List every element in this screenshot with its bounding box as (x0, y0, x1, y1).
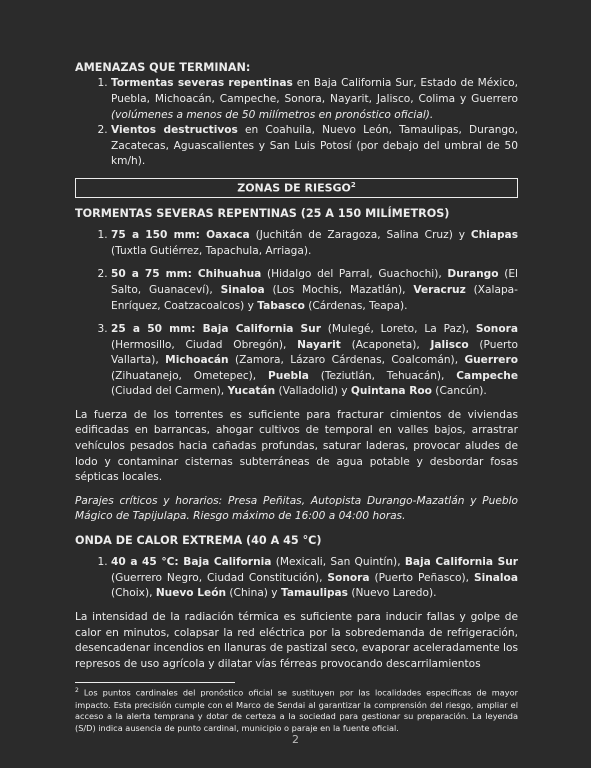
storm-item (111, 228, 518, 259)
emphasis: Chiapas (470, 229, 518, 242)
emphasis: Sinaloa (220, 283, 265, 296)
emphasis: Guerrero (464, 354, 518, 367)
storm-item (111, 322, 518, 400)
text-segment: (Teziutlán, Tehuacán), (308, 369, 457, 382)
footnote-ref: 2 (350, 180, 356, 189)
text-segment: (Hidalgo del Parral, Guachochi), (261, 268, 448, 281)
heat-heading: ONDA DE CALOR EXTREMA (40 A 45 °C) (75, 533, 322, 547)
emphasis: Baja California Sur (404, 556, 518, 569)
text-segment: (Guerrero Negro, Ciudad Constitución), (111, 571, 328, 584)
emphasis: 75 a 150 mm: Oaxaca (111, 229, 250, 242)
text-segment: (Zihuatanejo, Ometepec), (111, 369, 269, 382)
emphasis: 40 a 45 °C: Baja California (111, 556, 272, 569)
footnote-text: Los puntos cardinales del pronóstico oficial se sustituyen por las localidades específicas de mayor impacto. Esta precisión cumple con el Marco de Sendai al garantizar la comprensión del riesgo, ampliar el acceso a la alerta temprana y dotar de certeza a la sociedad para gestionar su preparación. La leyenda (S/D) indica ausencia de punto cardinal, municipio o paraje en la fuente oficial. (75, 687, 518, 733)
emphasis: Nayarit (297, 338, 341, 351)
emphasis: 25 a 50 mm: Baja California Sur (111, 323, 321, 336)
document-body (75, 60, 518, 735)
emphasis: Michoacán (165, 354, 229, 367)
emphasis: Yucatán (227, 385, 276, 398)
text-segment: (Los Mochis, Mazatlán), (264, 283, 414, 296)
heat-list (75, 555, 518, 602)
page-number: 2 (292, 733, 299, 746)
text-segment: (Zamora, Lázaro Cárdenas, Coalcomán), (228, 354, 465, 367)
ending-threat-item: 2. Vientos destructivos en Coahuila, Nuevo León, Tamaulipas, Durango, Zacatecas, Aguascalientes y San Luis Potosí (por debajo del umbral de 50 km/h). (111, 123, 518, 170)
ending-threats-list (75, 76, 518, 169)
emphasis: Tamaulipas (280, 587, 348, 600)
emphasis: Quintana Roo (350, 385, 432, 398)
heat-impact-paragraph: La intensidad de la radiación térmica es suficiente para inducir fallas y golpe de calor en minutos, colapsar la red eléctrica por la sobredemanda de refrigeración, desencadenar incendios en llanuras de pastizal seco, evaporar aceleradamente los represos de uso agrícola y dilatar vías férreas provocando descarrilamientos (75, 610, 518, 670)
text-segment: (Hermosillo, Ciudad Obregón), (111, 338, 298, 351)
emphasis: Tabasco (257, 299, 305, 312)
text-segment: (El Salto, Guanaceví), (111, 268, 518, 296)
emphasis: Sonora (475, 323, 518, 336)
ending-threats-heading: AMENAZAS QUE TERMINAN: (75, 61, 251, 74)
text-segment: (Mexicali, San Quintín), (271, 556, 405, 569)
emphasis: 50 a 75 mm: Chihuahua (111, 268, 262, 281)
text-segment: (Cárdenas, Teapa). (304, 299, 408, 312)
emphasis: Campeche (456, 369, 519, 382)
text-segment: (Puerto Vallarta), (111, 338, 518, 367)
text-segment: (Juchitán de Zaragoza, Salina Cruz) y (249, 229, 471, 242)
emphasis: Nuevo León (155, 587, 227, 600)
ending-threat-item: 1. Tormentas severas repentinas en Baja California Sur, Estado de México, Puebla, Michoacán, Campeche, Sonora, Nayarit, Jalisco, Colima y Guerrero (volúmenes a menos de 50 milímetros en pronóstico oficial). (111, 76, 518, 123)
storm-item (111, 267, 518, 314)
storms-heading: TORMENTAS SEVERAS REPENTINAS (25 A 150 MILÍMETROS) (75, 206, 450, 220)
emphasis: Sonora (327, 571, 370, 584)
text-segment: (Ciudad del Carmen), (111, 385, 228, 398)
storms-impact-paragraph: La fuerza de los torrentes es suficiente para fracturar cimientos de viviendas edificadas en barrancas, ahogar cultivos de temporal en valles bajos, arrastrar vehículos pesados hacia cañadas profundas, saturar laderas, provocar aludes de lodo y contaminar cisternas subterráneas de agua potable y desbordar fosas sépticas locales. (75, 408, 518, 484)
text-segment: (Choix), (111, 587, 156, 600)
emphasis: Puebla (268, 369, 309, 382)
text-segment: (Cancún). (431, 385, 487, 398)
emphasis: Durango (447, 268, 499, 281)
heat-item (111, 555, 518, 602)
text-segment: (Valladolid) y (275, 385, 351, 398)
emphasis: Jalisco (430, 338, 469, 351)
text-segment: (Puerto Peñasco), (369, 571, 474, 584)
storms-list (75, 228, 518, 400)
text-segment: (Xalapa-Enríquez, Coatzacoalcos) y (111, 283, 518, 312)
text-segment: (Tuxtla Gutiérrez, Tapachula, Arriaga). (111, 244, 312, 257)
footnote (75, 687, 518, 734)
emphasis: Sinaloa (473, 571, 518, 584)
text-segment: (Mulegé, Loreto, La Paz), (320, 323, 476, 336)
text-segment: (Nuevo Laredo). (348, 587, 437, 600)
storms-critical-sites: Parajes críticos y horarios: Presa Peñitas, Autopista Durango-Mazatlán y Pueblo Mágico de Tapijulapa. Riesgo máximo de 16:00 a 04:00 horas. (75, 494, 518, 523)
footnote-divider (75, 682, 235, 683)
footnote-mark: 2 (75, 687, 79, 695)
text-segment: (China) y (226, 587, 281, 600)
emphasis: Veracruz (413, 283, 466, 296)
risk-zones-banner: ZONAS DE RIESGO$^2$ (75, 178, 518, 198)
text-segment: (Acaponeta), (340, 338, 431, 351)
